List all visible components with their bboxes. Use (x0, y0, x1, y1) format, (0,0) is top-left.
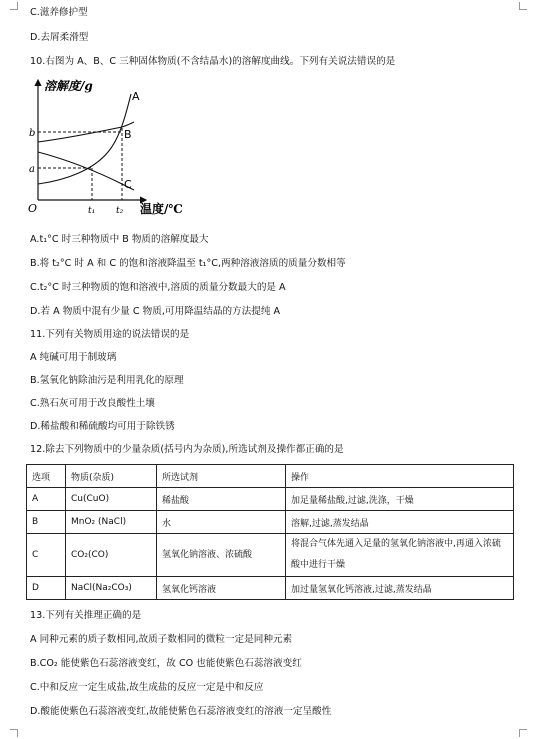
q10-option-a: A.t₁°C 时三种物质中 B 物质的溶解度最大 (30, 234, 209, 245)
crop-mark-bottom-left (10, 729, 18, 737)
q13-option-d: D.酸能使紫色石蕊溶液变红,故能使紫色石蕊溶液变红的溶液一定呈酸性 (30, 706, 332, 717)
origin-label: O (28, 202, 38, 215)
cell-operation: 加过量氢氧化钙溶液,过滤,蒸发结晶 (286, 577, 514, 600)
table-row (27, 534, 514, 577)
header-reagent: 所选试剂 (157, 465, 286, 488)
cell-substance: MnO₂ (NaCl) (66, 511, 157, 534)
series-label-a: A (132, 90, 140, 103)
cell-reagent: 稀盐酸 (157, 488, 286, 511)
y-axis-label: 溶解度/g (44, 79, 93, 93)
cell-option: D (27, 577, 66, 600)
q12-table (26, 464, 514, 600)
q10-option-d: D.若 A 物质中混有少量 C 物质,可用降温结晶的方法提纯 A (30, 306, 281, 317)
table-row (27, 488, 514, 511)
header-substance: 物质(杂质) (66, 465, 157, 488)
x-tick-t2: t₂ (116, 206, 124, 216)
cell-reagent: 水 (157, 511, 286, 534)
q9-option-d: D.去屑柔滑型 (30, 32, 89, 43)
q12-stem: 12.除去下列物质中的少量杂质(括号内为杂质),所选试剂及操作都正确的是 (30, 444, 344, 455)
q13-stem: 13.下列有关推理正确的是 (30, 610, 142, 621)
table-header-row (27, 465, 514, 488)
header-option: 选项 (27, 465, 66, 488)
crop-mark-bottom-right (519, 729, 527, 737)
cell-operation: 溶解,过滤,蒸发结晶 (286, 511, 514, 534)
y-tick-a: a (29, 164, 35, 175)
x-axis-label: 温度/℃ (140, 202, 183, 216)
q11-option-d: D.稀盐酸和稀硫酸均可用于除铁锈 (30, 421, 175, 432)
x-tick-t1: t₁ (88, 206, 96, 216)
curve-c (38, 152, 134, 190)
series-label-c: C (124, 178, 132, 191)
crop-mark-top-right (519, 2, 527, 10)
q10-option-c: C.t₂°C 时三种物质的饱和溶液中,溶质的质量分数最大的是 A (30, 282, 286, 293)
solubility-chart (28, 72, 208, 222)
cell-reagent: 氢氧化钠溶液、浓硫酸 (157, 534, 286, 577)
cell-option: C (27, 534, 66, 577)
q13-option-c: C.中和反应一定生成盐,故生成盐的反应一定是中和反应 (30, 682, 264, 693)
table-row (27, 577, 514, 600)
q13-option-a: A 同种元素的质子数相同,故质子数相同的微粒一定是同种元素 (30, 634, 293, 645)
cell-option: B (27, 511, 66, 534)
cell-substance: Cu(CuO) (66, 488, 157, 511)
q13-option-b: B.CO₂ 能使紫色石蕊溶液变红，故 CO 也能使紫色石蕊溶液变红 (30, 658, 302, 669)
series-label-b: B (124, 128, 132, 141)
curve-a (38, 94, 131, 184)
table-row (27, 511, 514, 534)
cell-substance: NaCl(Na₂CO₃) (66, 577, 157, 600)
header-operation: 操作 (286, 465, 514, 488)
q10-option-b: B.将 t₂°C 时 A 和 C 的饱和溶液降温至 t₁°C,两种溶液溶质的质量分数相等 (30, 258, 346, 269)
q9-option-c: C.滋养修护型 (30, 7, 88, 18)
q11-stem: 11.下列有关物质用途的说法错误的是 (30, 329, 190, 340)
q11-option-c: C.熟石灰可用于改良酸性土壤 (30, 398, 155, 409)
q10-stem: 10.右图为 A、B、C 三种固体物质(不含结晶水)的溶解度曲线。下列有关说法错误的是 (30, 56, 396, 67)
y-tick-b: b (29, 128, 36, 139)
cell-operation: 加足量稀盐酸,过滤,洗涤，干燥 (286, 488, 514, 511)
cell-option: A (27, 488, 66, 511)
q11-option-b: B.氢氧化钠除油污是利用乳化的原理 (30, 375, 184, 386)
crop-mark-top-left (10, 2, 18, 10)
cell-substance: CO₂(CO) (66, 534, 157, 577)
cell-operation: 将混合气体先通入足量的氢氧化钠溶液中,再通入浓硫酸中进行干燥 (286, 534, 514, 577)
cell-reagent: 氢氧化钙溶液 (157, 577, 286, 600)
q11-option-a: A 纯碱可用于制玻璃 (30, 352, 117, 363)
